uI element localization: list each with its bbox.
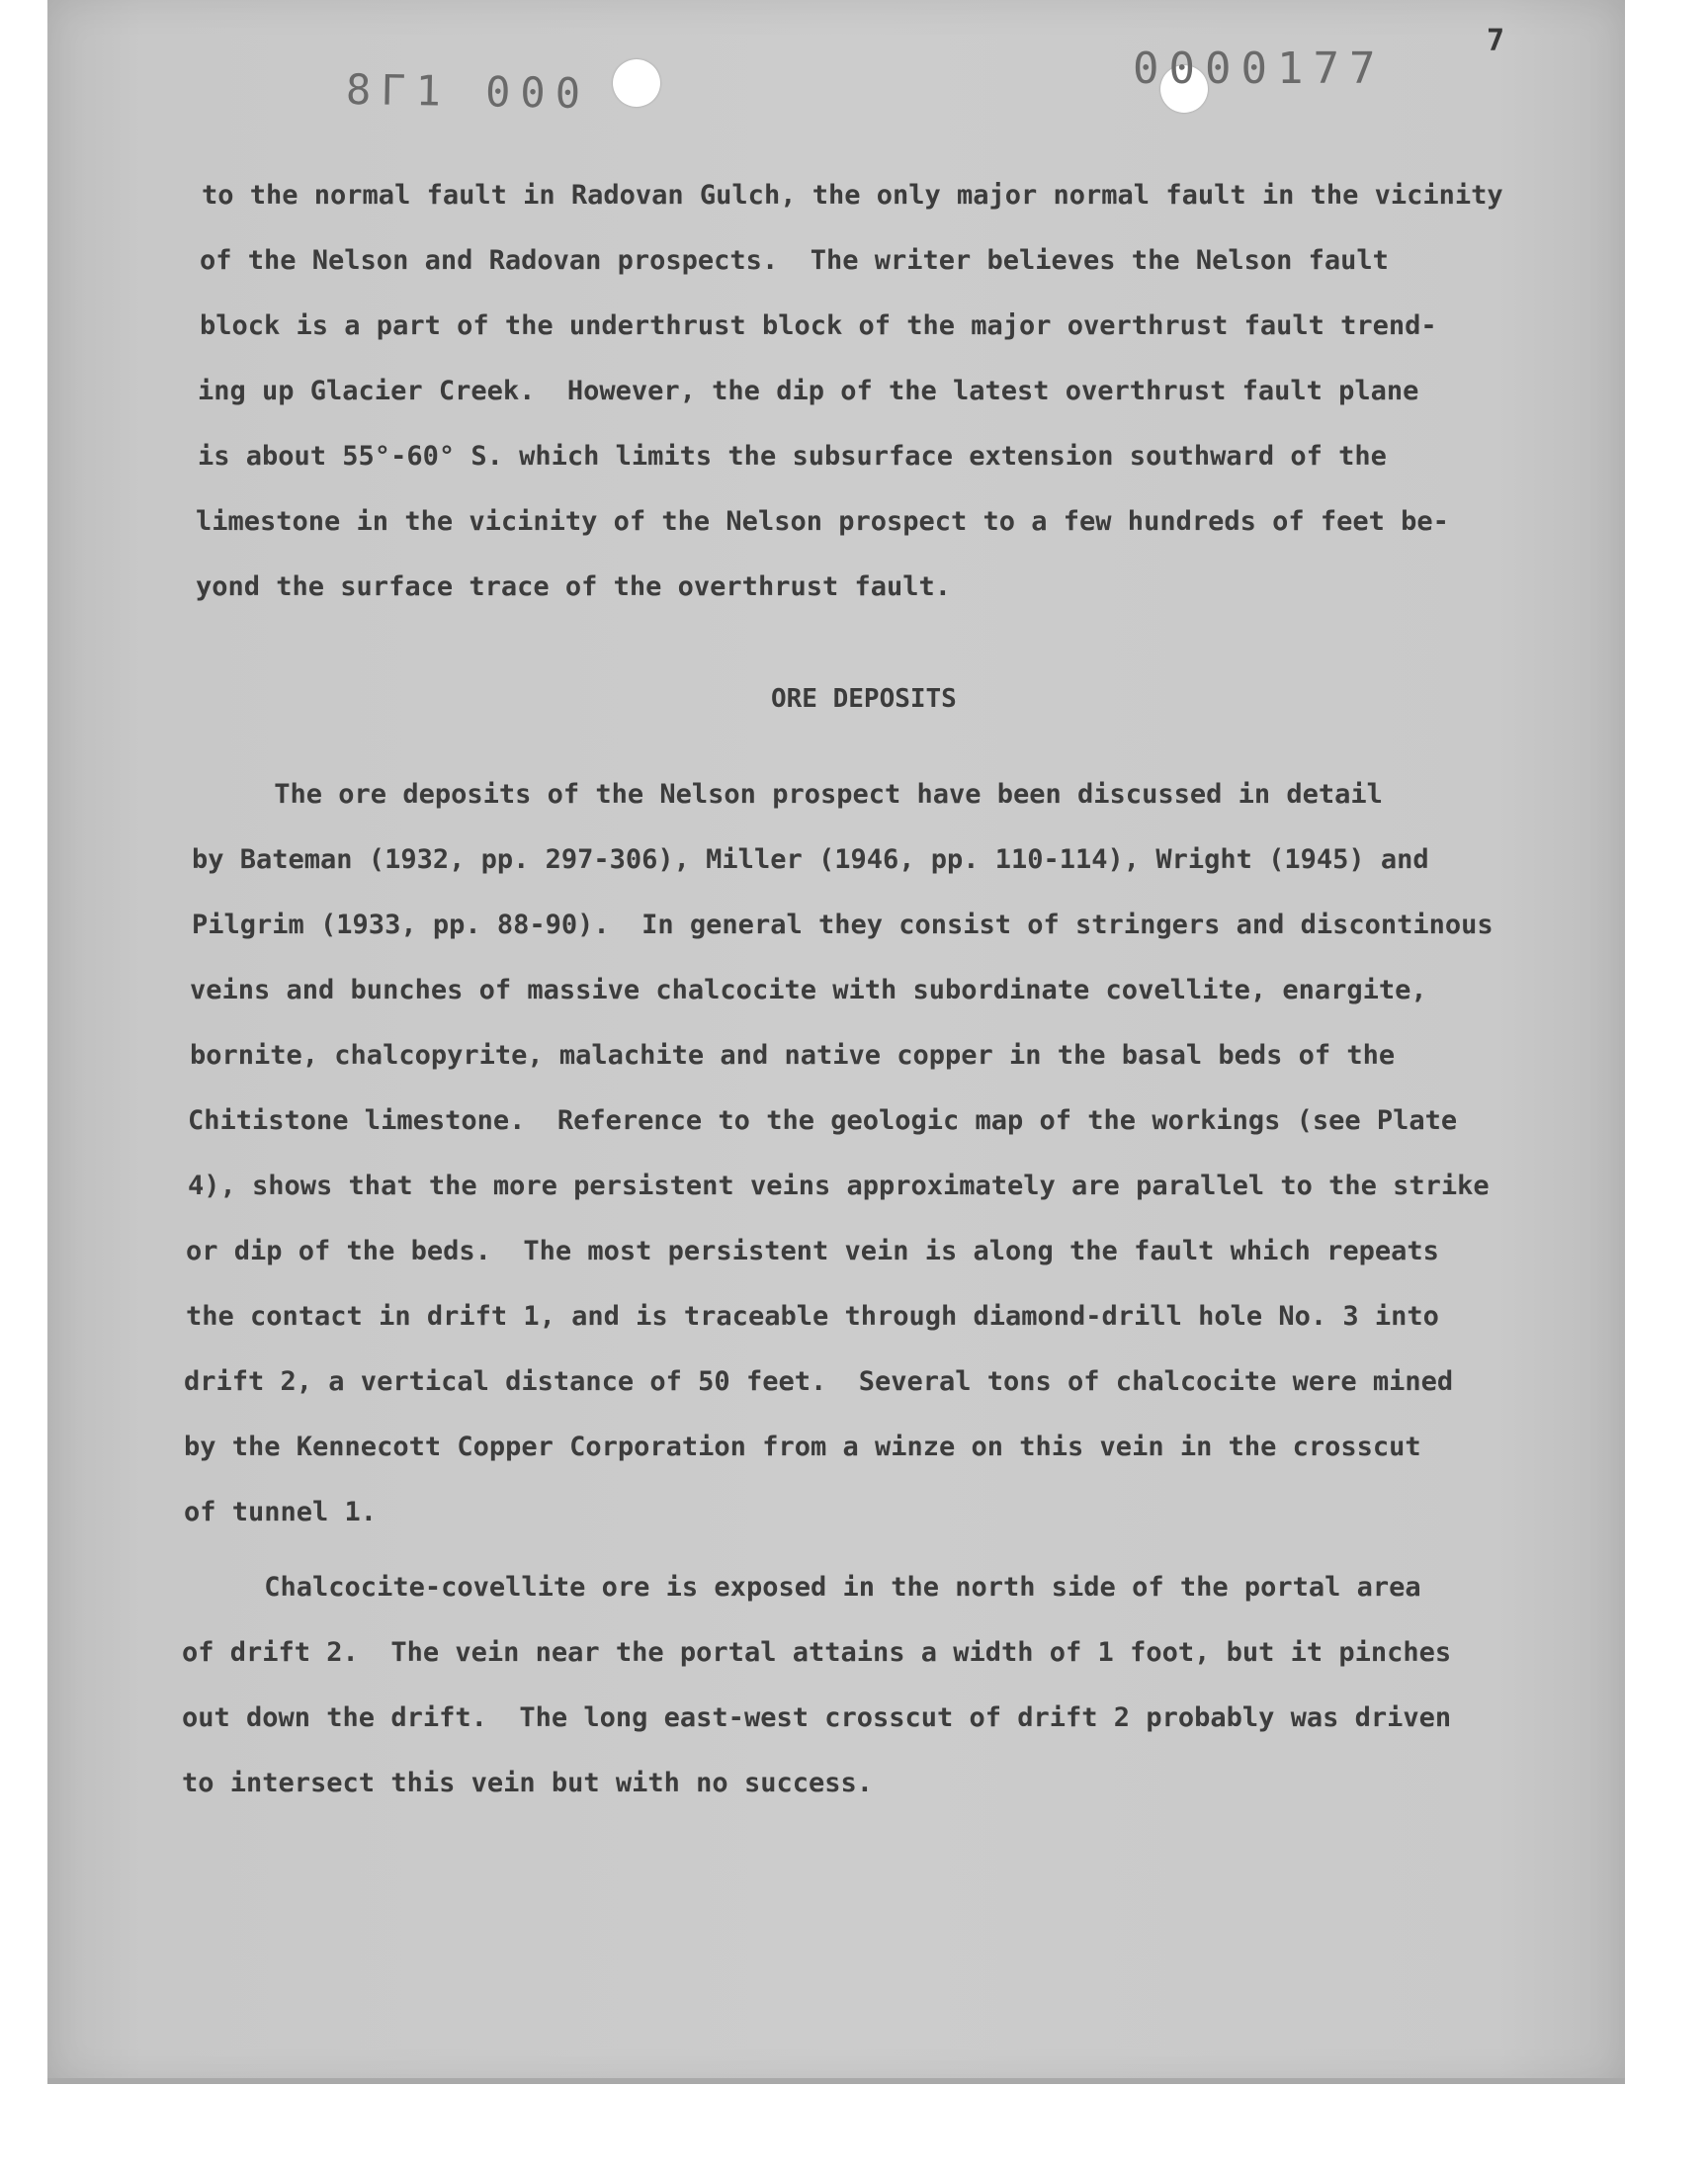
text-line: veins and bunches of massive chalcocite with subordinate covellite, enargite, <box>190 975 1427 1005</box>
text-line: Chitistone limestone. Reference to the geologic map of the workings (see Plate <box>188 1105 1458 1136</box>
text-line: is about 55°-60° S. which limits the subsurface extension southward of the <box>198 441 1387 472</box>
text-line: block is a part of the underthrust block of the major overthrust fault trend- <box>200 310 1437 341</box>
text-line: of the Nelson and Radovan prospects. The writer believes the Nelson fault <box>200 245 1389 276</box>
section-heading: ORE DEPOSITS <box>771 684 957 714</box>
document-page <box>47 0 1625 2084</box>
text-line: of tunnel 1. <box>184 1497 378 1527</box>
archive-stamp-right: 0000177 <box>1133 44 1386 94</box>
page-number: 7 <box>1487 24 1505 58</box>
text-line: by Bateman (1932, pp. 297-306), Miller (1946, pp. 110-114), Wright (1945) and <box>192 844 1429 875</box>
text-line: drift 2, a vertical distance of 50 feet. Several tons of chalcocite were mined <box>184 1366 1454 1397</box>
text-line: out down the drift. The long east-west crosscut of drift 2 probably was driven <box>182 1702 1452 1733</box>
text-line: of drift 2. The vein near the portal attains a width of 1 foot, but it pinches <box>182 1637 1452 1668</box>
text-line: Pilgrim (1933, pp. 88-90). In general they consist of stringers and discontinous <box>192 910 1494 940</box>
punch-hole-left <box>613 59 660 107</box>
text-line: The ore deposits of the Nelson prospect have been discussed in detail <box>194 779 1383 810</box>
text-line: yond the surface trace of the overthrust fault. <box>196 571 952 602</box>
text-line: by the Kennecott Copper Corporation from a winze on this vein in the crosscut <box>184 1432 1421 1462</box>
text-line: 4), shows that the more persistent veins approximately are parallel to the strike <box>188 1171 1490 1201</box>
text-line: ing up Glacier Creek. However, the dip of the latest overthrust fault plane <box>198 376 1419 406</box>
page-bottom-edge <box>47 2078 1625 2084</box>
text-line: bornite, chalcopyrite, malachite and native copper in the basal beds of the <box>190 1040 1396 1071</box>
text-line: to the normal fault in Radovan Gulch, the only major normal fault in the vicinity <box>202 180 1503 211</box>
archive-stamp-left: 8Г1 000 <box>345 64 591 119</box>
text-line: the contact in drift 1, and is traceable through diamond-drill hole No. 3 into <box>186 1301 1439 1332</box>
text-line: to intersect this vein but with no success. <box>182 1768 873 1798</box>
text-line: Chalcocite-covellite ore is exposed in the north side of the portal area <box>184 1572 1421 1603</box>
text-line: or dip of the beds. The most persistent vein is along the fault which repeats <box>186 1236 1439 1266</box>
text-line: limestone in the vicinity of the Nelson prospect to a few hundreds of feet be- <box>196 506 1449 537</box>
